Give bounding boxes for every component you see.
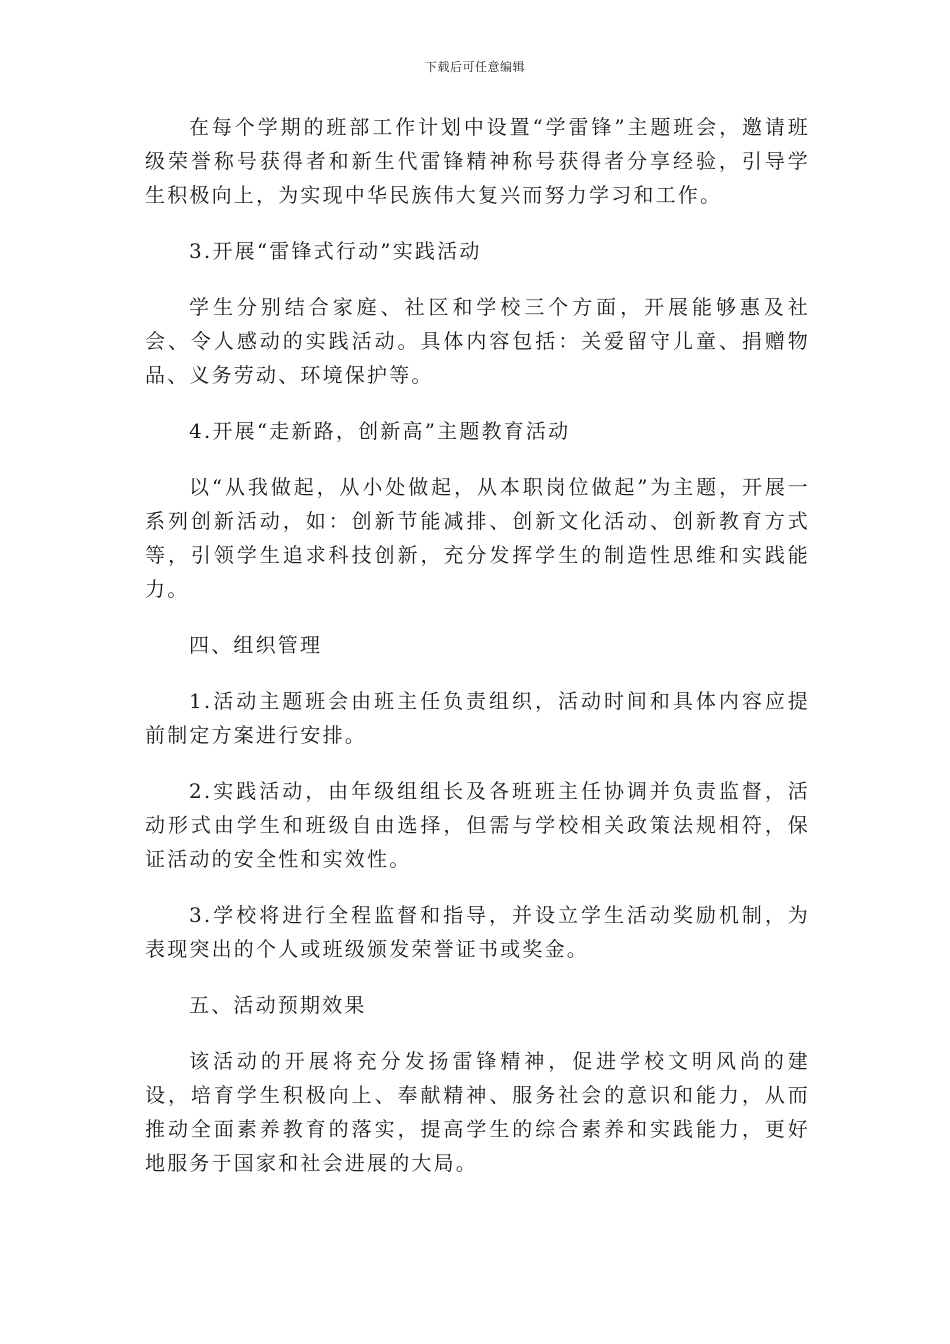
page-header: 下载后可任意编辑 [424, 60, 525, 74]
paragraph-class-meeting: 在每个学期的班部工作计划中设置“学雷锋”主题班会，邀请班级荣誉称号获得者和新生代雷锋精神称号获得者分享经验，引导学生积极向上，为实现中华民族伟大复兴而努力学习和工作。 [145, 115, 810, 207]
document-body [145, 110, 810, 1202]
paragraph-management-item-3: 3.学校将进行全程监督和指导，并设立学生活动奖励机制，为表现突出的个人或班级颁发荣誉证书或奖金。 [145, 903, 810, 961]
paragraph-expected-results: 该活动的开展将充分发扬雷锋精神，促进学校文明风尚的建设，培育学生积极向上、奉献精神、服务社会的意识和能力，从而推动全面素养教育的落实，提高学生的综合素养和实践能力，更好地服务于国家和社会进展的大局。 [145, 1049, 810, 1175]
paragraph-management-item-1: 1.活动主题班会由班主任负责组织，活动时间和具体内容应提前制定方案进行安排。 [145, 689, 810, 747]
heading-lei-feng-action: 3.开展“雷锋式行动”实践活动 [189, 239, 482, 263]
heading-expected-results: 五、活动预期效果 [189, 993, 367, 1017]
heading-new-road-education: 4.开展“走新路，创新高”主题教育活动 [189, 419, 571, 443]
paragraph-practice-activities: 学生分别结合家庭、社区和学校三个方面，开展能够惠及社会、令人感动的实践活动。具体内容包括：关爱留守儿童、捐赠物品、义务劳动、环境保护等。 [145, 295, 810, 387]
paragraph-innovation-activities: 以“从我做起，从小处做起，从本职岗位做起”为主题，开展一系列创新活动，如：创新节能减排、创新文化活动、创新教育方式等，引领学生追求科技创新，充分发挥学生的制造性思维和实践能力。 [145, 475, 810, 601]
paragraph-management-item-2: 2.实践活动，由年级组组长及各班班主任协调并负责监督，活动形式由学生和班级自由选择，但需与学校相关政策法规相符，保证活动的安全性和实效性。 [145, 779, 810, 871]
heading-organization-management: 四、组织管理 [189, 633, 323, 657]
